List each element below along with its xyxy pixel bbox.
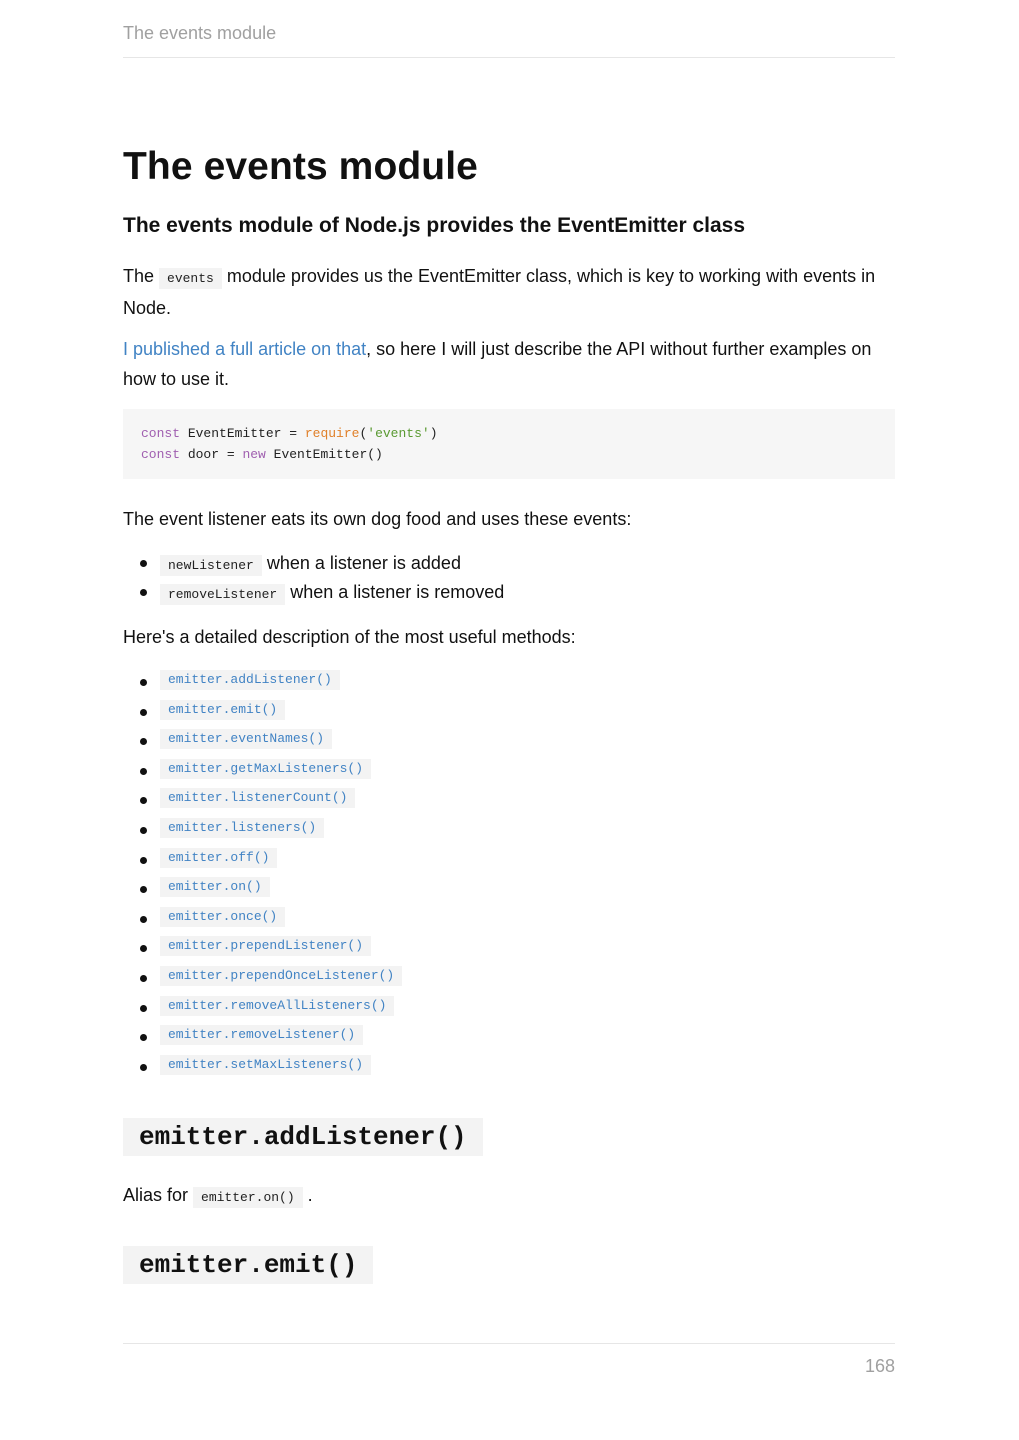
bullet-icon — [140, 679, 147, 686]
list-item — [123, 729, 402, 759]
method-link[interactable]: emitter.prependListener() — [160, 936, 371, 956]
list-item-text: when a listener is added — [261, 553, 461, 573]
section-heading-emit: emitter.emit() — [123, 1246, 373, 1284]
bullet-icon — [140, 1005, 147, 1012]
full-article-link[interactable]: I published a full article on that — [123, 339, 367, 359]
code-paren-close: ) — [429, 426, 438, 441]
method-link[interactable]: emitter.listenerCount() — [160, 788, 355, 808]
bullet-icon — [140, 975, 147, 982]
code-block — [123, 409, 895, 479]
page-title: The events module — [123, 145, 478, 188]
methods-list — [123, 670, 402, 1084]
bullet-icon — [140, 768, 147, 775]
alias-text-after: . — [302, 1185, 313, 1205]
section-heading-add-listener: emitter.addListener() — [123, 1118, 483, 1156]
list-item — [123, 1055, 402, 1085]
bullet-icon — [140, 916, 147, 923]
code-string: 'events' — [367, 426, 430, 441]
bullet-icon — [140, 738, 147, 745]
bullet-icon — [140, 797, 147, 804]
code-text: door = — [180, 447, 243, 462]
method-link[interactable]: emitter.addListener() — [160, 670, 340, 690]
intro-paragraph — [123, 262, 895, 323]
page-number: 168 — [864, 1356, 895, 1376]
method-link[interactable]: emitter.removeListener() — [160, 1025, 363, 1045]
list-item — [123, 848, 402, 878]
code-line-2 — [141, 447, 383, 462]
alias-paragraph — [123, 1181, 313, 1213]
inline-code-emitter-on: emitter.on() — [193, 1187, 303, 1208]
methods-intro-paragraph: Here's a detailed description of the most useful methods: — [123, 627, 576, 647]
intro-text-before: The — [123, 266, 160, 286]
list-item — [123, 759, 402, 789]
article-text-after: , so here I will just describe the API without further examples on how to use it. — [123, 339, 872, 389]
list-item — [123, 818, 402, 848]
list-item — [123, 549, 504, 578]
running-header: The events module — [123, 23, 895, 58]
method-link[interactable]: emitter.off() — [160, 848, 277, 868]
code-keyword: const — [141, 426, 181, 441]
list-item — [123, 907, 402, 937]
method-link[interactable]: emitter.once() — [160, 907, 285, 927]
method-link[interactable]: emitter.emit() — [160, 700, 285, 720]
code-function: require — [304, 426, 360, 441]
list-item — [123, 670, 402, 700]
list-item-text: when a listener is removed — [285, 582, 505, 602]
code-paren-open: ( — [359, 426, 368, 441]
method-link[interactable]: emitter.removeAllListeners() — [160, 996, 394, 1016]
bullet-icon — [140, 709, 147, 716]
bullet-icon — [140, 589, 147, 596]
list-item — [123, 936, 402, 966]
events-intro-paragraph: The event listener eats its own dog food and uses these events: — [123, 509, 632, 529]
method-link[interactable]: emitter.prependOnceListener() — [160, 966, 402, 986]
code-line-1 — [141, 426, 438, 441]
inline-code: newListener — [160, 555, 262, 576]
list-item — [123, 788, 402, 818]
intro-text-after: module provides us the EventEmitter class, which is key to working with events in Node. — [123, 266, 876, 318]
bullet-icon — [140, 827, 147, 834]
method-link[interactable]: emitter.setMaxListeners() — [160, 1055, 371, 1075]
code-keyword: const — [141, 447, 181, 462]
list-item — [123, 996, 402, 1026]
bullet-icon — [140, 1034, 147, 1041]
list-item — [123, 578, 504, 607]
code-text: EventEmitter = — [180, 426, 305, 441]
method-link[interactable]: emitter.eventNames() — [160, 729, 332, 749]
page-subtitle: The events module of Node.js provides the EventEmitter class — [123, 214, 746, 237]
bullet-icon — [140, 1064, 147, 1071]
inline-code: removeListener — [160, 584, 285, 605]
code-text: EventEmitter() — [265, 447, 383, 462]
list-item — [123, 1025, 402, 1055]
bullet-icon — [140, 945, 147, 952]
bullet-icon — [140, 857, 147, 864]
method-link[interactable]: emitter.getMaxListeners() — [160, 759, 371, 779]
alias-text-before: Alias for — [123, 1185, 194, 1205]
inline-code-events: events — [159, 268, 222, 289]
list-item — [123, 877, 402, 907]
list-item — [123, 700, 402, 730]
bullet-icon — [140, 560, 147, 567]
list-item — [123, 966, 402, 996]
method-link[interactable]: emitter.listeners() — [160, 818, 324, 838]
events-list — [123, 549, 504, 607]
code-keyword-new: new — [242, 447, 266, 462]
page-footer — [123, 1343, 895, 1377]
article-paragraph — [123, 335, 895, 394]
method-link[interactable]: emitter.on() — [160, 877, 270, 897]
bullet-icon — [140, 886, 147, 893]
